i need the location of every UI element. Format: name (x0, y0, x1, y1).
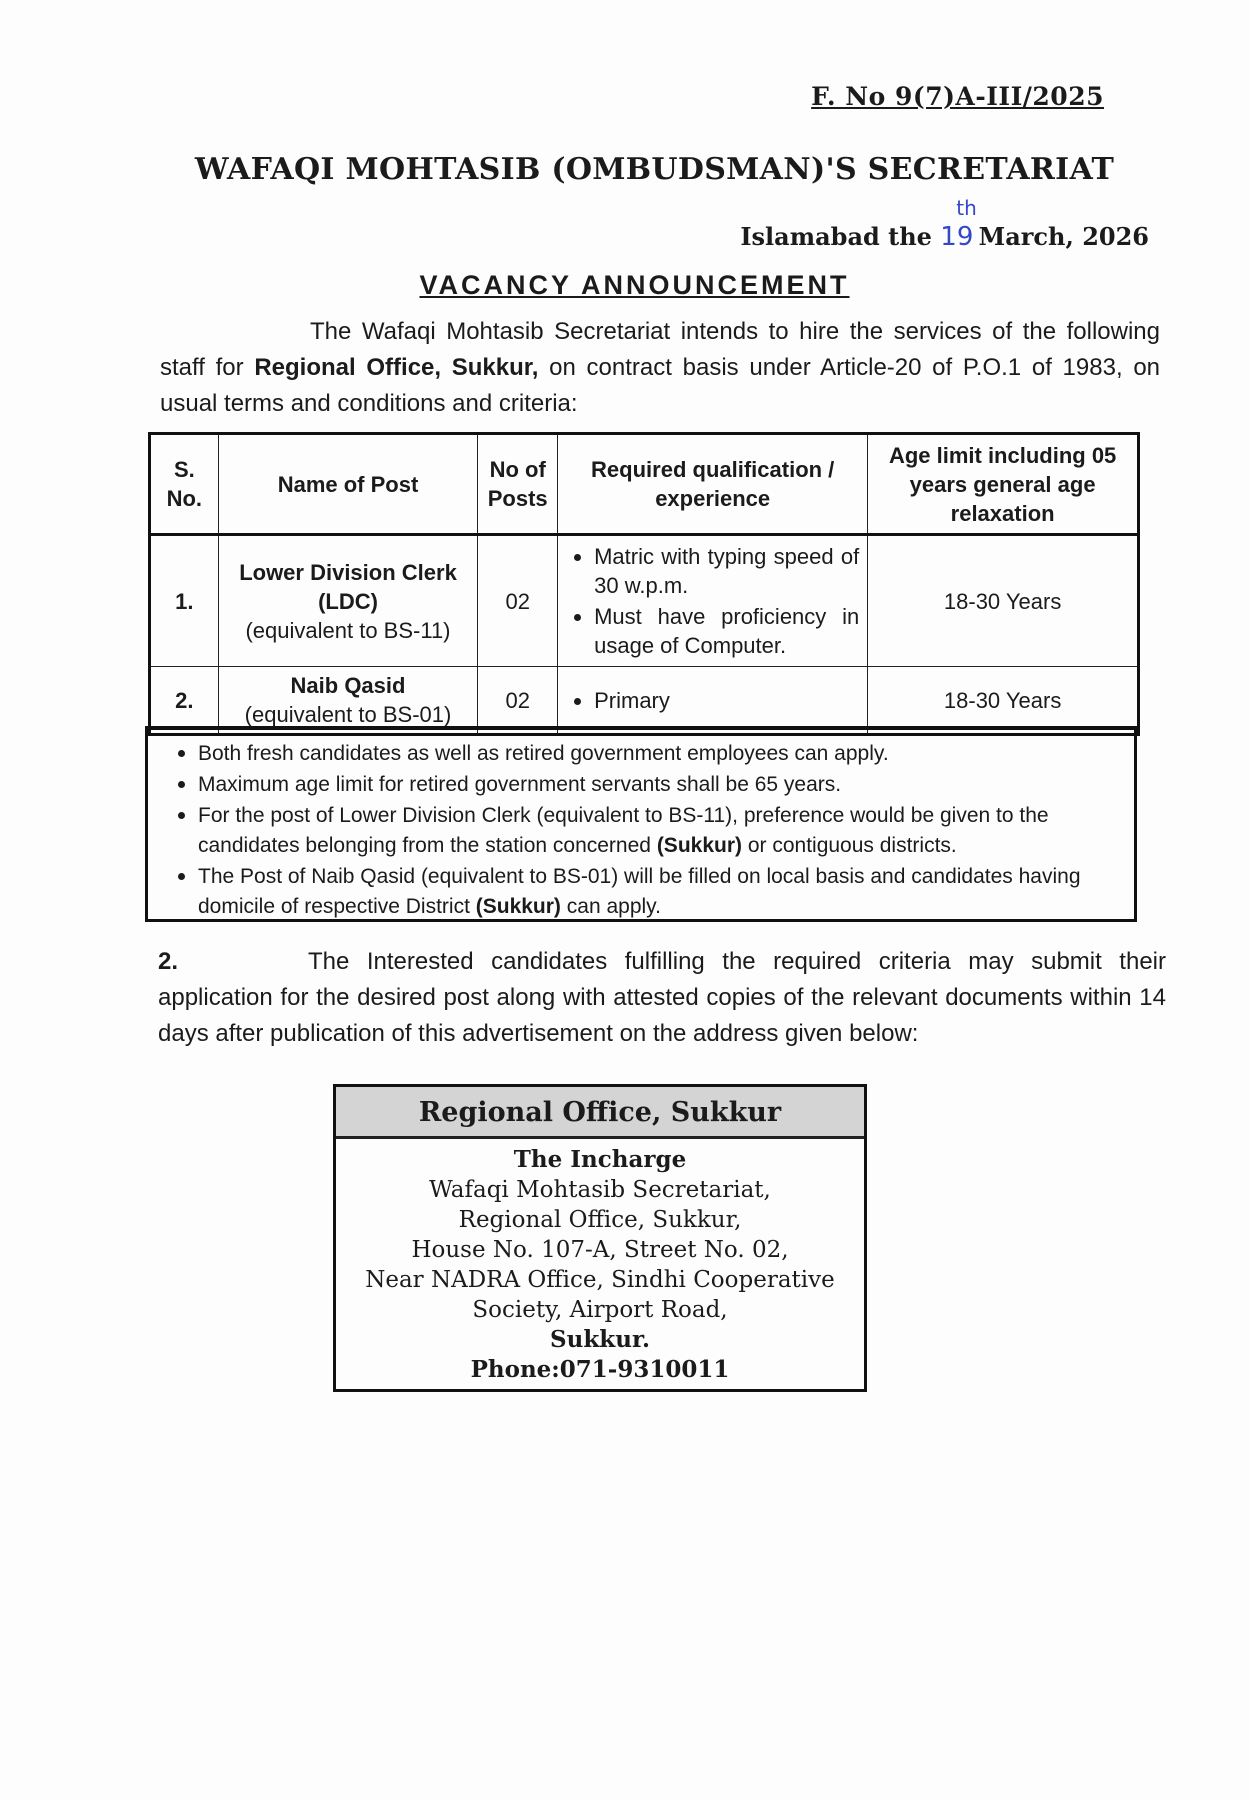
qualification-item: • Matric with typing speed of 30 w.p.m. (594, 542, 859, 600)
cell-sno: 2. (150, 667, 219, 735)
vacancy-heading: VACANCY ANNOUNCEMENT (419, 270, 850, 300)
date-suffix: March, 2026 (978, 222, 1149, 251)
handwritten-day-number: 19 (940, 222, 974, 252)
header-qualification: Required qualification / experience (558, 434, 868, 535)
handwritten-day-suffix: th (956, 196, 977, 220)
table-row (150, 535, 1139, 667)
organization-title: WAFAQI MOHTASIB (OMBUDSMAN)'S SECRETARIAT (194, 152, 1115, 187)
paragraph-number: 2. (158, 948, 179, 975)
post-scale: (equivalent to BS-11) (245, 617, 451, 643)
intro-text-1: The Wafaqi Mohtasib Secretariat intends to hire the services of the following staff for (160, 318, 1160, 381)
address-line: Near NADRA Office, Sindhi Cooperative (365, 1267, 835, 1293)
cell-qualification (558, 667, 868, 735)
submission-paragraph (158, 944, 1166, 1052)
post-name: Naib Qasid (290, 673, 406, 698)
address-body (336, 1139, 864, 1389)
notes-box (145, 726, 1137, 922)
cell-age: 18-30 Years (868, 535, 1139, 667)
header-count: No of Posts (478, 434, 558, 535)
paragraph-text: The Interested candidates fulfilling the required criteria may submit their application for the desired post along with attested copies of the relevant documents within 14 days after publication of this advertisement on the address given below: (158, 948, 1166, 1047)
cell-count: 02 (478, 667, 558, 735)
note-text: Both fresh candidates as well as retired government employees can apply. (198, 742, 889, 765)
note-text: Maximum age limit for retired government servants shall be 65 years. (198, 773, 842, 796)
address-attention: The Incharge (513, 1146, 687, 1173)
address-heading: Regional Office, Sukkur (336, 1087, 864, 1139)
date-line (740, 196, 1149, 252)
note-item (198, 800, 1124, 861)
address-line: Wafaqi Mohtasib Secretariat, (429, 1177, 771, 1203)
note-text: or contiguous districts. (742, 834, 957, 857)
header-post: Name of Post (218, 434, 478, 535)
cell-qualification (558, 535, 868, 667)
note-item (198, 738, 1124, 769)
cell-post (218, 535, 478, 667)
header-age: Age limit including 05 years general age relaxation (868, 434, 1139, 535)
address-line: House No. 107-A, Street No. 02, (411, 1237, 789, 1263)
cell-sno: 1. (150, 535, 219, 667)
qualification-item: • Primary (594, 686, 859, 715)
intro-bold-office: Regional Office, Sukkur, (254, 354, 539, 381)
note-text: For the post of Lower Division Clerk (equivalent to BS-11), preference would be given to the candidates belonging from the station concerned (198, 804, 1049, 857)
address-line: Society, Airport Road, (472, 1297, 728, 1323)
file-number: F. No 9(7)A-III/2025 (811, 82, 1104, 111)
note-text: The Post of Naib Qasid (equivalent to BS-01) will be filled on local basis and candidates having domicile of respective District (198, 865, 1081, 918)
address-city: Sukkur. (550, 1326, 650, 1353)
note-item (198, 769, 1124, 800)
cell-post (218, 667, 478, 735)
intro-paragraph (160, 314, 1160, 422)
table-row (150, 667, 1139, 735)
post-scale: (equivalent to BS-01) (244, 702, 452, 727)
handwritten-day (940, 196, 977, 252)
address-line: Regional Office, Sukkur, (458, 1207, 742, 1233)
vacancy-table (148, 432, 1140, 736)
note-bold: (Sukkur) (475, 895, 561, 918)
qualification-item: • Must have proficiency in usage of Computer. (594, 602, 859, 660)
address-box (333, 1084, 867, 1392)
note-item (198, 861, 1124, 922)
note-text: can apply. (560, 895, 661, 918)
note-bold: (Sukkur) (656, 834, 742, 857)
table-header-row (150, 434, 1139, 535)
date-prefix: Islamabad the (740, 222, 932, 251)
address-phone: Phone:071-9310011 (470, 1356, 730, 1383)
intro-text-2: on contract basis under Article-20 of P.O.1 of 1983, on usual terms and conditions and criteria: (160, 354, 1161, 417)
cell-age: 18-30 Years (868, 667, 1139, 735)
post-name: Lower Division Clerk (LDC) (239, 559, 457, 614)
header-sno: S. No. (150, 434, 219, 535)
cell-count: 02 (478, 535, 558, 667)
